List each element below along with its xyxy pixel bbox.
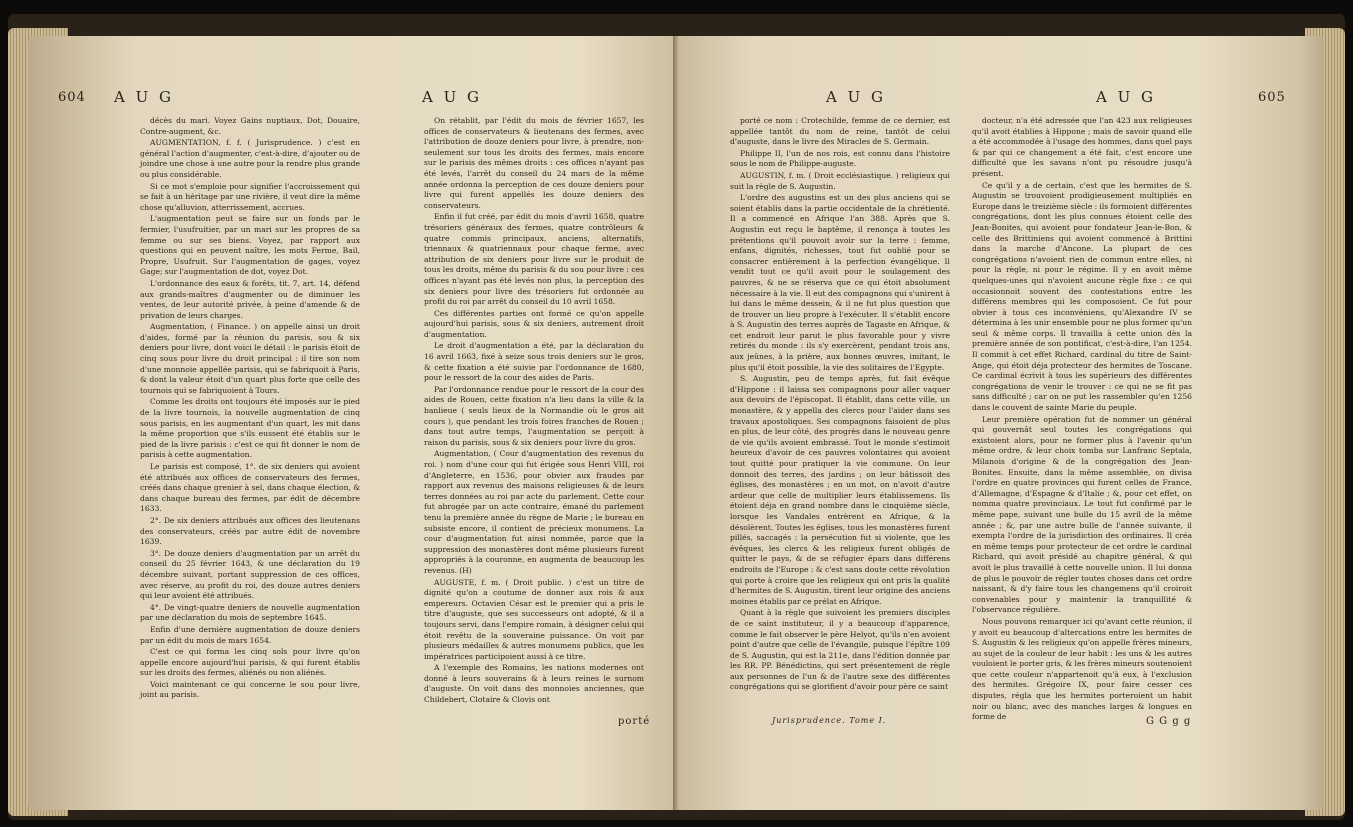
- paragraph: Par l'ordonnance rendue pour le ressort de la cour des aides de Rouen, cette fixation n'a lieu dans la ville & la banlieue ( seuls lieux de la Normandie où le gros ait cours ), que pendant les trois foires franches de Rouen ; dans tout autre temps, l'augmentation se perçoit à raison du parisis, sous & six deniers pour livre du gros.: [424, 384, 644, 447]
- paragraph: décès du mari. Voyez Gains nuptiaux, Dot, Douaire, Contre-augment, &c.: [140, 116, 360, 136]
- paragraph: A l'exemple des Romains, les nations modernes ont donné à leurs souverains & à leurs reines le surnom d'auguste. On voit dans des monnoies anciennes, que Childebert, Clotaire & Clovis ont: [424, 663, 644, 705]
- right-page: [676, 36, 1324, 810]
- paragraph: Augmentation, ( Finance. ) on appelle ainsi un droit d'aides, formé par la réunion du parisis, sou & six deniers pour livre, dont voici le détail : le parisis étoit de cinq sous pour livre du droit principal : il tire son nom d'une monnoie appellée parisis, qui se fabriquoit à Paris, & dont la valeur étoit d'un quart plus forte que celle des tournois qui se fabriquoient à Tours.: [140, 322, 360, 395]
- paragraph: Quant à la règle que suivoient les premiers disciples de ce saint instituteur, il y a beaucoup d'apparence, comme le fait observer le père Helyot, qu'ils n'en avoient point d'autre que celle de l'évangile, puisque l'épître 109 de S. Augustin, qui est la 211e, dans l'édition donnée par les RR. PP. Bénédictins, qui sert présentement de règle aux personnes de l'un & de l'autre sexe des différentes congrégations qui se glorifient d'avoir pour père ce saint: [730, 608, 950, 692]
- gutter: [673, 36, 679, 810]
- paragraph: Philippe II, l'un de nos rois, est connu dans l'histoire sous le nom de Philippe-auguste.: [730, 148, 950, 169]
- book: [8, 14, 1345, 820]
- right-running-head-2: A U G: [1096, 88, 1156, 106]
- paragraph: 4°. De vingt-quatre deniers de nouvelle augmentation par une déclaration du mois de septembre 1645.: [140, 602, 360, 623]
- paragraph: porté ce nom : Crotechilde, femme de ce dernier, est appellée tantôt du nom de reine, tantôt de celui d'auguste, dans le livre des Miracles de S. Germain.: [730, 116, 950, 147]
- paragraph: docteur, n'a été adressée que l'an 423 aux religieuses qu'il avoit établies à Hippone ; mais de savoir quand elle a été accommodée à l'usage des hommes, dans quel pays & par qui ce changement a été fait, c'est encore une difficulté que les savans n'ont pu résoudre jusqu'à présent.: [972, 116, 1192, 178]
- left-column-2: [424, 116, 644, 716]
- paragraph: AUGUSTE, f. m. ( Droit public. ) c'est un titre de dignité qu'on a coutume de donner aux rois & aux empereurs. Octavien César est le premier qui a pris le titre d'auguste, que ses successeurs ont adopté, & il a toujours servi, dans l'empire romain, à désigner celui qui étoit revêtu de la souveraine puissance. On voit par plusieurs médailles & autres monumens publics, que les impératrices participoient aussi à ce titre.: [424, 577, 644, 661]
- signature-mark: G G g g: [1146, 716, 1192, 727]
- right-running-head: A U G: [826, 88, 886, 106]
- paragraph: Le parisis est composé, 1°. de six deniers qui avoient été attribués aux offices de conservateurs des fermes, créés dans chaque grenier à sel, dans chaque élection, & dans chaque bureau des fermes, par édit de décembre 1633.: [140, 462, 360, 514]
- paragraph: AUGMENTATION, f. f. ( Jurisprudence. ) c'est en général l'action d'augmenter, c'est-à-dire, d'ajouter ou de joindre une chose à une autre pour la rendre plus grande ou plus considérable.: [140, 138, 360, 179]
- left-column-1: [140, 116, 360, 716]
- paragraph: S. Augustin, peu de temps après, fut fait évêque d'Hippone : il laissa ses compagnons pour aller vaquer aux devoirs de l'épiscopat. Il établit, dans cette ville, un monastère, & y appella des clercs pour l'aider dans ses travaux apostoliques. Ses compagnons faisoient de plus en plus, de leur côté, des progrès dans le nouveau genre de vie qu'ils avoient embrassé. Tout le monde s'estimoit heureux d'avoir de ces pauvres volontaires qui avoient tout quitté pour pratiquer la vie commune. On leur donnoit des terres, des jardins ; on leur bâtissoit des églises, des monastères ; en un mot, on n'avoit d'autre ardeur que celle de multiplier leurs établissemens. Ils étoient déja en grand nombre dans le cinquième siècle, lorsque les Vandales entrèrent en Afrique, & la désolèrent. Toutes les églises, tous les monastères furent pillés, saccagés : la persécution fut si violente, que les évêques, les clercs & les religieux furent obligés de quitter le pays, & de se réfugier épars dans différens endroits de l'Europe : & c'est sans doute cette révolution qui porte à croire que les religieux qui ont pris la qualité d'hermites de S. Augustin, tirent leur origine des anciens moines établis par ce prélat en Afrique.: [730, 374, 950, 606]
- paragraph: 2°. De six deniers attribués aux offices des lieutenans des conservateurs, créés par autre édit de novembre 1639.: [140, 515, 360, 547]
- paragraph: Ce qu'il y a de certain, c'est que les hermites de S. Augustin se trouvoient prodigieusement multipliés en Europe dans le treizième siècle : ils formoient différentes congrégations, dont les plus connues étoient celle des Jean-Bonites, qui avoient pour fondateur Jean-le-Bon, & celle des Brittiniens qui avoient commencé à Brittini dans la marche d'Ancone. La plupart de ces congrégations n'avoient rien de commun entre elles, ni pour la règle, ni pour le régime. Il y en avoit même quelques-unes qui n'avoient aucune règle fixe : ce qui occasionnoit souvent des contestations entre les différens membres qui les composoient. Ce fut pour obvier à tous ces inconvéniens, qu'Alexandre IV se détermina à les unir ensemble pour ne plus former qu'un seul & même corps. Il travailla à cette union dès la première année de son pontificat, c'est-à-dire, l'an 1254. Il commit à cet effet Richard, cardinal du titre de Saint-Ange, qui étoit déja protecteur des hermites de Toscane. Ce cardinal écrivit à tous les supérieurs des différentes congrégations de venir le trouver : ce qui ne se fit pas sans difficulté ; car on ne put les rassembler qu'en 1256 dans le couvent de sainte Marie du peuple.: [972, 180, 1192, 413]
- right-page-number: 605: [1258, 90, 1286, 105]
- paragraph: Augmentation, ( Cour d'augmentation des revenus du roi. ) nom d'une cour qui fut érigée sous Henri VIII, roi d'Angleterre, en 1536, pour obvier aux fraudes par rapport aux revenus des maisons religieuses & de leurs terres données au roi par acte du parlement. Cette cour fut abrogée par un acte contraire, émané du parlement tenu la première année du règne de Marie ; le bureau en subsiste encore, il contient de précieux monumens. La cour d'augmentation fut ainsi nommée, parce que la suppression des monastères dont même plusieurs furent appropriés à la couronne, en augmenta de beaucoup les revenus. (H): [424, 449, 644, 575]
- paragraph: Enfin d'une dernière augmentation de douze deniers par un édit du mois de mars 1654.: [140, 624, 360, 645]
- paragraph: AUGUSTIN, f. m. ( Droit ecclésiastique. ) religieux qui suit la règle de S. Augustin.: [730, 170, 950, 191]
- left-running-head: A U G: [114, 88, 174, 106]
- catchword: porté: [618, 716, 651, 727]
- paragraph: Si ce mot s'emploie pour signifier l'accroissement qui se fait à un héritage par une rivière, il veut dire la même chose qu'alluvion, atterrissement, accrues.: [140, 181, 360, 212]
- paragraph: Voici maintenant ce qui concerne le sou pour livre, joint au parisis.: [140, 679, 360, 700]
- paragraph: Comme les droits ont toujours été imposés sur le pied de la livre tournois, la nouvelle augmentation de cinq sous parisis, en les augmentant d'un quart, les mit dans la même proportion que s'ils eussent été établis sur le pied de la livre parisis : c'est ce qui fit donner le nom de parisis à cette augmentation.: [140, 397, 360, 460]
- paragraph: L'ordonnance des eaux & forêts, tit. 7, art. 14, défend aux grands-maîtres d'augmenter ou de diminuer les ventes, de leur autorité privée, à peine d'amende & de privation de leurs charges.: [140, 278, 360, 320]
- paragraph: L'ordre des augustins est un des plus anciens qui se soient établis dans la partie occidentale de la chrétienté. Il a commencé en Afrique l'an 388. Après que S. Augustin eut reçu le baptême, il renonça à toutes les prétentions qu'il pouvoit avoir sur la terre : femme, enfans, dignités, richesses, tout fut oublié pour se consacrer entièrement à la perfection évangélique. Il vendit tout ce qu'il avoit pour le soulagement des pauvres, & ne se réserva que ce qui étoit absolument nécessaire à la vie. Il eut des compagnons qui s'unirent à lui dans le même dessein, & il ne fut plus question que de trouver un lieu propre à l'exécuter. Il s'établit encore à S. Augustin des terres auprès de Tagaste en Afrique, & cet endroit leur parut le plus favorable pour y vivre retirés du monde : ils s'y exercèrent, pendant trois ans, aux jeûnes, à la prière, aux bonnes œuvres, imitant, le plus qu'il étoit possible, la vie des solitaires de l'Egypte.: [730, 193, 950, 372]
- paragraph: Ces différentes parties ont formé ce qu'on appelle aujourd'hui parisis, sous & six deniers, autrement droit d'augmentation.: [424, 308, 644, 339]
- paragraph: C'est ce qui forma les cinq sols pour livre qu'on appelle encore aujourd'hui parisis, & qui furent établis sur les droits des fermes, aliénés ou non aliénés.: [140, 647, 360, 678]
- paragraph: On rétablit, par l'édit du mois de février 1657, les offices de conservateurs & lieutenans des fermes, avec l'attribution de douze deniers pour livre, à prendre, non-seulement sur tous les droits des fermes, mais encore sur le parisis des mêmes droits : ces offices n'ayant pas été levés, l'arrêt du conseil du 24 mars de la même année ordonna la perception de ces douze deniers pour livre qui furent appellés les douze deniers des conservateurs.: [424, 116, 644, 210]
- left-page-number: 604: [58, 90, 86, 105]
- paragraph: Le droit d'augmentation a été, par la déclaration du 16 avril 1663, fixé à seize sous trois deniers sur le gros, & cette fixation a été suivie par l'ordonnance de 1680, pour le ressort de la cour des aides de Paris.: [424, 341, 644, 383]
- paragraph: Leur première opération fut de nommer un général qui gouvernât seul toutes les congrégations qui existoient alors, pour ne former plus à l'avenir qu'un même ordre, & leur choix tomba sur Lanfranc Septala, Milanois d'origine & de la congrégation des Jean-Bonites. Ensuite, dans la même assemblée, on divisa l'ordre en quatre provinces qui furent celles de France, d'Allemagne, d'Espagne & d'Italie ; &, pour cet effet, on nomma quatre provinciaux. Le tout fut confirmé par le même pape, suivant une bulle du 15 avril de la même année ; &, par une autre bulle de l'année suivante, il exempta l'ordre de la jurisdiction des ordinaires. Il créa en même temps pour protecteur de cet ordre le cardinal Richard, qui avoit présidé au chapitre général, & qui avoit le plus travaillé à cette nouvelle union. Il lui donna de plus le pouvoir de régler toutes choses dans cet ordre naissant, & d'y faire tous les changemens qu'il croiroit convenables pour y maintenir la tranquillité & l'observance régulière.: [972, 414, 1192, 615]
- right-column-1: [730, 116, 950, 716]
- paragraph: Enfin il fut créé, par édit du mois d'avril 1658, quatre trésoriers généraux des fermes, quatre contrôleurs & quatre commis principaux, anciens, alternatifs, triennaux & quatriennaux pour chaque ferme, avec attribution de six deniers pour livre sur le produit de tous les droits, même du parisis & du sou pour livre : ces offices n'ayant pas été levés non plus, la perception des six deniers pour livre des trésoriers fut ordonnée au profit du roi par arrêt du conseil du 10 avril 1658.: [424, 212, 644, 307]
- paragraph: 3°. De douze deniers d'augmentation par un arrêt du conseil du 25 février 1643, & une déclaration du 19 décembre suivant, portant suppression de ces offices, avec réserve, au profit du roi, des douze autres deniers qui leur avoient été attribués.: [140, 548, 360, 601]
- paragraph: L'augmentation peut se faire sur un fonds par le fermier, l'usufruitier, par un mari sur les propres de sa femme ou sur ses biens. Voyez, par rapport aux questions qui en peuvent naître, les mots Ferme, Bail, Propre, Usufruit. Sur l'augmentation de gages, voyez Gage; sur l'augmentation de dot, voyez Dot.: [140, 214, 360, 277]
- paragraph: Nous pouvons remarquer ici qu'avant cette réunion, il y avoit eu beaucoup d'altercations entre les hermites de S. Augustin & les religieux qu'on appelle frères mineurs, au sujet de la couleur de leur habit : les uns & les autres vouloient le porter gris, & les frères mineurs soutenoient que cette couleur n'appartenoit qu'à eux, à l'exclusion des hermites. Grégoire IX, pour faire cesser ces disputes, régla que les hermites porteroient un habit noir ou blanc, avec des manches larges & longues en forme de: [972, 616, 1192, 722]
- volume-footer: Jurisprudence. Tome I.: [772, 716, 887, 725]
- left-page: [28, 36, 676, 810]
- left-running-head-2: A U G: [422, 88, 482, 106]
